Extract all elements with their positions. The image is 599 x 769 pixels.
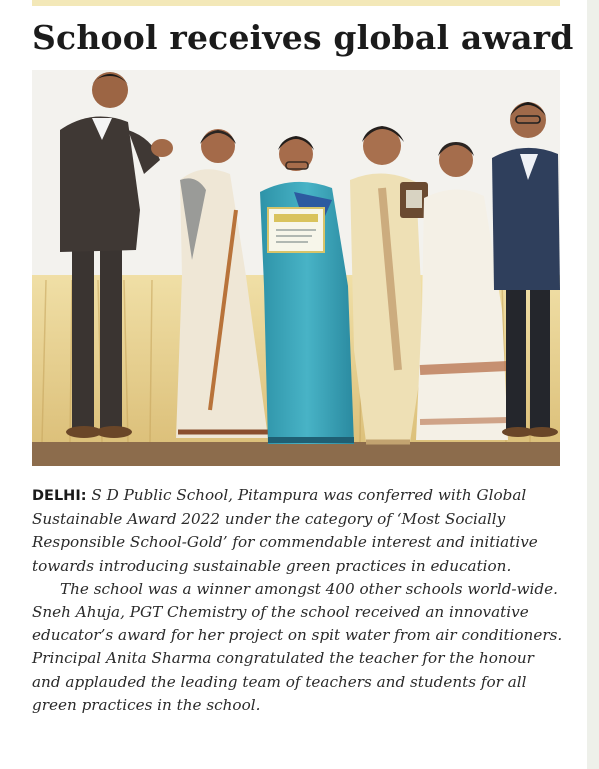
award-ceremony-illustration: [32, 70, 560, 466]
article-paragraph-1: [32, 484, 567, 578]
headline: School receives global award: [32, 18, 574, 57]
paragraph-1-text: S D Public School, Pitampura was conferred with Global Sustainable Award 2022 under the category of ‘Most Socially Responsible School-Gold’ for commendable interest and initiative towards introducing sustainable green practices in education.: [32, 486, 538, 575]
award-certificate: [268, 208, 324, 252]
page-right-edge: [587, 0, 599, 769]
article-body: [32, 484, 567, 717]
dateline: DELHI:: [32, 488, 87, 504]
page-top-strip: [32, 0, 560, 6]
article-paragraph-2: The school was a winner amongst 400 other schools world-wide. Sneh Ahuja, PGT Chemistry of the school received an innovative educator’s award for her project on spit water from air conditioners. Principal Anita Sharma congratulated the teacher for the honour and applauded the leading team of teachers and students for all green practices in the school.: [32, 579, 563, 714]
stage-floor: [32, 442, 560, 466]
award-ceremony-photo: [32, 70, 560, 466]
